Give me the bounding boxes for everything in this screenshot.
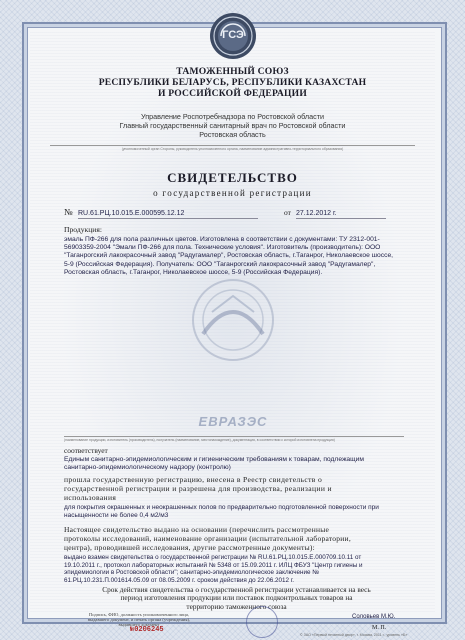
usage-line-2: насыщенности не более 0,4 м2/м3 [64, 512, 169, 520]
authority-line-3: Ростовская область [199, 130, 266, 139]
signature-label-2: выдавшего документ, и печать органа (учреждения), [87, 617, 191, 623]
basis-detail-2: 19.10.2011 г., протокол лабораторных испытаний № 5348 от 15.09.2011 г. ИЛЦ ФБУЗ "Центр гигиены и [64, 561, 363, 569]
validity-line-1: Срок действия свидетельства о государственной регистрации устанавливается на весь [102, 585, 371, 594]
product-line-5: Ростовская область, г.Таганрог, Николаевское шоссе, 5-9 (Российская Федерация). [64, 268, 323, 276]
product-line-2: 56903359-2004 "Эмали ПФ-266 для пола. Технические условия". Изготовитель (производитель): ООО [64, 244, 381, 252]
union-header [40, 66, 425, 99]
usage-line-1: для покрытия окрашенных и неокрашенных полов по предварительно подготовленной поверхности при [64, 504, 379, 511]
basis-detail-4: 61.РЦ.10.231.П.001614.05.09 от 08.05.2009 г. сроком действия до 22.06.2012 г. [64, 576, 294, 584]
date-label: от [284, 208, 291, 217]
emblem-text: ГСЭ [222, 29, 244, 41]
product-label: Продукция: [64, 225, 102, 234]
validity-line-2: период изготовления продукции или поставок подконтрольных товаров на [120, 593, 353, 603]
product-line-1: эмаль ПФ-266 для пола различных цветов. Изготовлена в соответствии с документами: ТУ 2312-001- [64, 236, 380, 243]
eurasec-watermark [172, 272, 294, 420]
basis-detail-1: выдано взамен свидетельства о государственной регистрации № RU.61.РЦ.10.015.Е.000709.10.11 от [64, 554, 362, 561]
official-stamp [246, 606, 278, 638]
compliance-line-1: Единым санитарно-эпидемиологическим и гигиеническим требованиям к товарам, подлежащим [64, 456, 364, 463]
authority-caption: (уполномоченный орган Стороны, руководитель уполномоченного органа, наименование административно-территориального образования) [50, 145, 415, 151]
signatory-name: Соловьев М.Ю. [352, 614, 396, 620]
issue-date: 27.12.2012 г. [296, 210, 386, 219]
authority-block [40, 112, 425, 139]
number-label: № [64, 207, 73, 217]
printer-footer: © ЗАО «Первый печатный двор», г. Москва, 2011 г., уровень «Б» [300, 633, 408, 637]
registration-line-2: государственной регистрации и разрешена для производства, реализации и [64, 483, 332, 493]
certificate-title: СВИДЕТЕЛЬСТВО [167, 170, 298, 185]
basis-text [64, 526, 409, 552]
signature-label-1: Подпись, ФИО, должность уполномоченного лица, [88, 612, 190, 617]
compliance-text [64, 456, 404, 472]
product-line-3: "Таганрогский лакокрасочный завод "Радугамалер", Ростовская область, г.Таганрог, Николаевское шоссе, [64, 252, 394, 260]
header-line-1: ТАМОЖЕННЫЙ СОЮЗ [176, 66, 289, 77]
certificate-number: RU.61.РЦ.10.015.Е.000595.12.12 [78, 210, 258, 219]
registration-line-3: использования [64, 492, 117, 502]
stamp-label: М. П. [372, 625, 387, 631]
product-line-4: 5-9 (Российская Федерация). Получатель: ООО "Таганрогский лакокрасочный завод "Радугамалер", [64, 260, 376, 268]
product-caption: (наименование продукции, изготовитель (производитель), получатель (наименование, местонахождение), документация, в соответствии с которой изготовлена продукция) [64, 436, 404, 442]
certificate-subtitle: о государственной регистрации [153, 188, 312, 198]
basis-line-3: центра), проводившей исследования, другие рассмотренные документы): [64, 542, 316, 552]
basis-details [64, 554, 409, 584]
compliance-label: соответствует [64, 446, 108, 455]
signature-label-3: выдавшего документ [118, 622, 160, 628]
basis-detail-3: эпидемиологии в Ростовской области"; санитарно-эпидемиологическое заключение № [64, 569, 320, 577]
product-description [64, 236, 404, 277]
seal-text: ЕВРАЗЭС [198, 414, 268, 429]
serial-number: №0206245 [130, 626, 164, 634]
emblem-logo [209, 12, 257, 60]
basis-line-2: протоколы исследований, наименование организации (испытательной лаборатории, [64, 533, 351, 543]
usage-text [64, 504, 409, 520]
validity-line-3: территорию таможенного союза [186, 601, 287, 611]
validity-text [64, 586, 409, 611]
basis-line-1: Настоящее свидетельство выдано на основании (перечислить рассмотренные [64, 525, 330, 534]
registration-line-1: прошла государственную регистрацию, внесена в Реестр свидетельств о [64, 475, 323, 484]
header-line-2: РЕСПУБЛИКИ БЕЛАРУСЬ, РЕСПУБЛИКИ КАЗАХСТАН [98, 77, 367, 88]
authority-line-2: Главный государственный санитарный врач по Ростовской области [119, 121, 346, 130]
compliance-line-2: санитарно-эпидемиологическому надзору (контролю) [64, 464, 231, 472]
header-line-3: И РОССИЙСКОЙ ФЕДЕРАЦИИ [158, 88, 307, 99]
authority-line-1: Управление Роспотребнадзора по Ростовской области [140, 112, 325, 121]
registration-text [64, 476, 409, 502]
